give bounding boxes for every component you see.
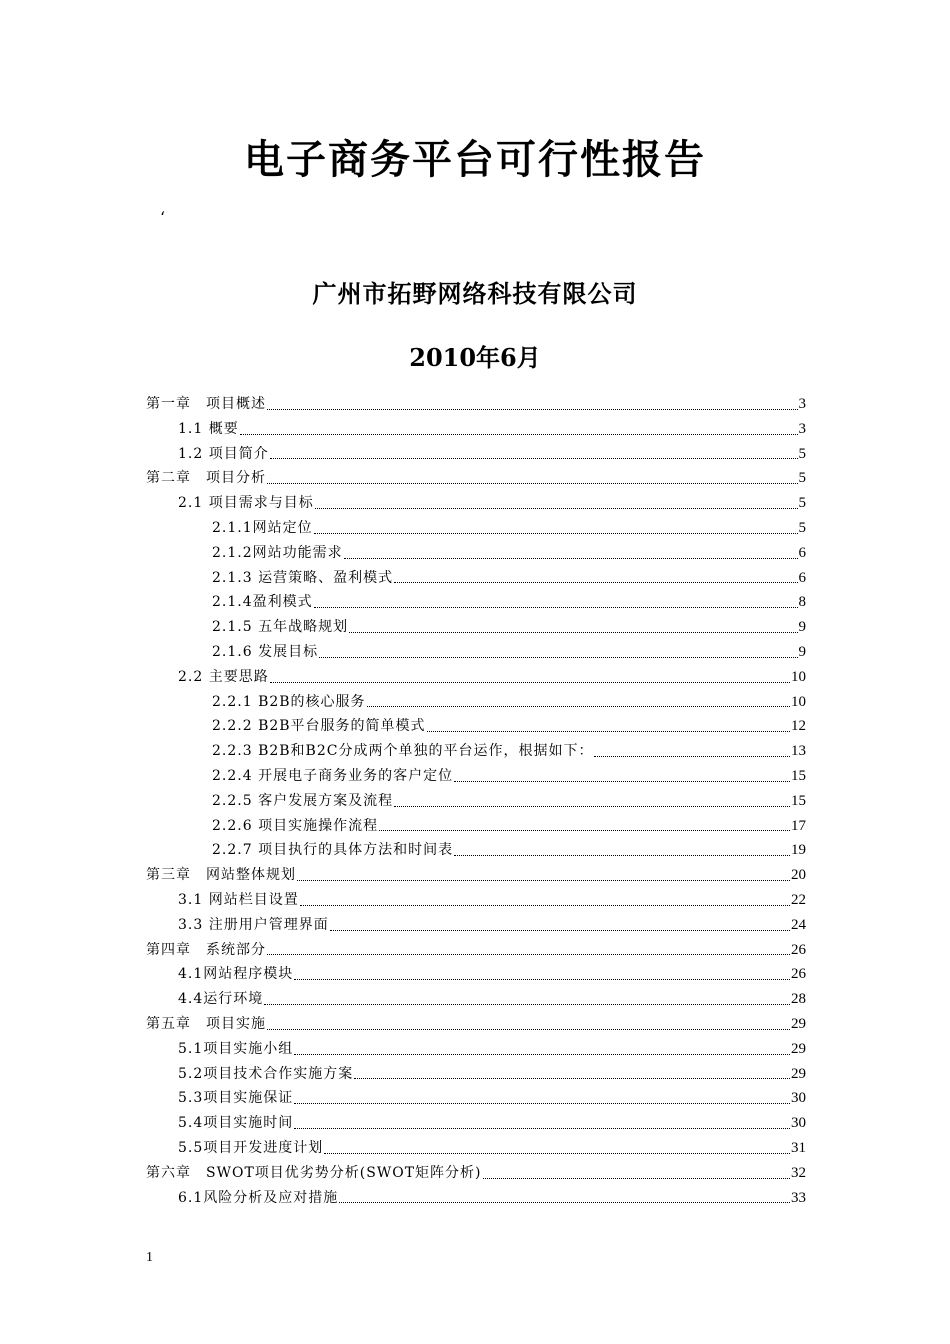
toc-entry[interactable] <box>146 938 806 963</box>
toc-entry-page: 6 <box>798 544 806 561</box>
toc-leader-dots <box>314 606 798 608</box>
toc-entry-page: 9 <box>798 643 806 660</box>
toc-entry-page: 26 <box>791 941 806 958</box>
toc-entry-page: 24 <box>791 916 806 933</box>
toc-entry-title: 5.3项目实施保证 <box>178 1090 294 1107</box>
toc-entry-page: 30 <box>791 1090 806 1107</box>
toc-entry-title: 3.3 注册用户管理界面 <box>178 916 329 933</box>
toc-entry[interactable] <box>146 714 806 739</box>
toc-leader-dots <box>315 507 798 509</box>
toc-entry-page: 22 <box>791 891 806 908</box>
toc-entry-title: 2.2.3 B2B和B2C分成两个单独的平台运作，根据如下： <box>212 743 594 760</box>
toc-entry[interactable] <box>146 1086 806 1111</box>
toc-leader-dots <box>330 929 790 931</box>
toc-entry-page: 29 <box>791 1065 806 1082</box>
toc-entry-page: 15 <box>791 767 806 784</box>
document-date: 2010年6月 <box>409 343 541 372</box>
toc-leader-dots <box>454 854 790 856</box>
toc-leader-dots <box>264 1003 790 1005</box>
company-name: 广州市拓野网络科技有限公司 <box>312 279 638 308</box>
toc-entry-title: 2.1.5 五年战略规划 <box>212 619 349 636</box>
toc-entry-page: 5 <box>798 519 806 536</box>
toc-entry[interactable] <box>146 640 806 665</box>
toc-leader-dots <box>267 953 790 955</box>
toc-entry-title: 2.1.3 运营策略、盈利模式 <box>212 569 394 586</box>
toc-entry-page: 5 <box>798 445 806 462</box>
toc-entry-page: 19 <box>791 842 806 859</box>
toc-entry-page: 15 <box>791 792 806 809</box>
toc-leader-dots <box>294 1053 790 1055</box>
toc-leader-dots <box>294 1102 790 1104</box>
table-of-contents <box>146 392 806 1210</box>
toc-entry-page: 31 <box>791 1139 806 1156</box>
toc-entry[interactable] <box>146 466 806 491</box>
toc-leader-dots <box>379 829 790 831</box>
toc-entry[interactable] <box>146 1037 806 1062</box>
toc-entry-page: 30 <box>791 1115 806 1132</box>
toc-entry-title: 5.4项目实施时间 <box>178 1115 294 1132</box>
toc-entry-page: 28 <box>791 991 806 1008</box>
toc-entry-page: 3 <box>798 420 806 437</box>
toc-entry-title: 6.1风险分析及应对措施 <box>178 1189 339 1206</box>
toc-entry[interactable] <box>146 541 806 566</box>
toc-entry-title: 2.1.4盈利模式 <box>212 594 313 611</box>
page-number: 1 <box>146 1250 153 1265</box>
toc-entry-title: 1.1 概要 <box>178 420 239 437</box>
toc-entry[interactable] <box>146 987 806 1012</box>
toc-entry-title: 第四章 系统部分 <box>146 941 266 958</box>
toc-leader-dots <box>297 879 790 881</box>
toc-leader-dots <box>324 1152 790 1154</box>
toc-entry-title: 2.2.5 客户发展方案及流程 <box>212 792 394 809</box>
toc-entry-title: 5.2项目技术合作实施方案 <box>178 1065 354 1082</box>
toc-entry[interactable] <box>146 913 806 938</box>
toc-entry-title: 4.4运行环境 <box>178 991 264 1008</box>
toc-entry[interactable] <box>146 491 806 516</box>
toc-entry[interactable] <box>146 838 806 863</box>
toc-leader-dots <box>349 631 797 633</box>
toc-entry[interactable] <box>146 442 806 467</box>
toc-leader-dots <box>339 1201 790 1203</box>
toc-entry-page: 32 <box>791 1164 806 1181</box>
toc-leader-dots <box>354 1077 790 1079</box>
toc-entry-title: 1.2 项目简介 <box>178 445 269 462</box>
toc-entry-title: 2.1.2网站功能需求 <box>212 544 343 561</box>
toc-entry-page: 3 <box>798 396 806 412</box>
toc-entry-title: 2.2.6 项目实施操作流程 <box>212 817 379 834</box>
toc-entry-title: 2.1.6 发展目标 <box>212 643 319 660</box>
toc-entry-title: 2.2.1 B2B的核心服务 <box>212 693 366 710</box>
toc-leader-dots <box>270 681 790 683</box>
toc-entry[interactable] <box>146 615 806 640</box>
toc-entry-title: 第一章 项目概述 <box>146 396 266 412</box>
toc-entry-title: 第三章 网站整体规划 <box>146 867 296 884</box>
toc-entry-title: 2.1.1网站定位 <box>212 519 313 536</box>
toc-entry[interactable] <box>146 1136 806 1161</box>
toc-leader-dots <box>394 805 790 807</box>
toc-leader-dots <box>270 457 798 459</box>
toc-entry-title: 2.2.4 开展电子商务业务的客户定位 <box>212 767 454 784</box>
toc-entry-page: 12 <box>791 718 806 735</box>
toc-entry[interactable] <box>146 1062 806 1087</box>
toc-entry-page: 5 <box>798 495 806 512</box>
toc-entry[interactable] <box>146 739 806 764</box>
toc-entry-title: 3.1 网站栏目设置 <box>178 891 299 908</box>
toc-entry[interactable] <box>146 789 806 814</box>
toc-leader-dots <box>300 904 790 906</box>
toc-entry[interactable] <box>146 764 806 789</box>
toc-entry-page: 29 <box>791 1040 806 1057</box>
toc-entry-title: 5.5项目开发进度计划 <box>178 1139 324 1156</box>
toc-entry[interactable] <box>146 392 806 417</box>
toc-leader-dots <box>594 755 790 757</box>
toc-leader-dots <box>344 557 798 559</box>
toc-entry-page: 10 <box>791 693 806 710</box>
toc-leader-dots <box>267 1028 790 1030</box>
toc-entry-page: 33 <box>791 1189 806 1206</box>
toc-entry-page: 20 <box>791 867 806 884</box>
toc-entry[interactable] <box>146 1161 806 1186</box>
toc-entry-page: 6 <box>798 569 806 586</box>
toc-entry-title: 第二章 项目分析 <box>146 470 266 487</box>
toc-entry-title: 5.1项目实施小组 <box>178 1040 294 1057</box>
toc-entry-page: 26 <box>791 966 806 983</box>
toc-entry[interactable] <box>146 1012 806 1037</box>
toc-entry-title: 2.2.7 项目执行的具体方法和时间表 <box>212 842 454 859</box>
toc-leader-dots <box>367 705 790 707</box>
toc-leader-dots <box>267 408 798 410</box>
toc-leader-dots <box>394 581 797 583</box>
toc-entry-title: 2.1 项目需求与目标 <box>178 495 314 512</box>
toc-entry[interactable] <box>146 1111 806 1136</box>
toc-entry-page: 9 <box>798 619 806 636</box>
toc-entry-title: 第五章 项目实施 <box>146 1015 266 1032</box>
toc-leader-dots <box>294 978 790 980</box>
toc-entry[interactable] <box>146 1186 806 1211</box>
toc-entry[interactable] <box>146 962 806 987</box>
document-title: 电子商务平台可行性报告 <box>244 136 706 183</box>
toc-leader-dots <box>427 730 790 732</box>
toc-entry[interactable] <box>146 863 806 888</box>
toc-entry-page: 10 <box>791 668 806 685</box>
toc-leader-dots <box>294 1127 790 1129</box>
toc-entry[interactable] <box>146 690 806 715</box>
toc-entry-title: 4.1网站程序模块 <box>178 966 294 983</box>
toc-entry-page: 17 <box>791 817 806 834</box>
toc-entry-page: 5 <box>798 470 806 487</box>
toc-entry[interactable] <box>146 888 806 913</box>
toc-entry[interactable] <box>146 814 806 839</box>
toc-entry[interactable] <box>146 590 806 615</box>
toc-entry-page: 29 <box>791 1015 806 1032</box>
toc-entry[interactable] <box>146 566 806 591</box>
toc-entry[interactable] <box>146 417 806 442</box>
toc-leader-dots <box>240 433 798 435</box>
stray-mark: ‘ <box>160 208 166 227</box>
toc-leader-dots <box>319 656 797 658</box>
toc-leader-dots <box>267 482 798 484</box>
toc-entry[interactable] <box>146 665 806 690</box>
toc-entry-title: 2.2 主要思路 <box>178 668 269 685</box>
toc-entry-title: 第六章 SWOT项目优劣势分析(SWOT矩阵分析) <box>146 1164 482 1181</box>
toc-leader-dots <box>314 532 798 534</box>
toc-leader-dots <box>454 780 790 782</box>
toc-entry-page: 13 <box>791 743 806 760</box>
toc-entry-page: 8 <box>798 594 806 611</box>
toc-entry-title: 2.2.2 B2B平台服务的简单模式 <box>212 718 426 735</box>
toc-leader-dots <box>483 1177 790 1179</box>
toc-entry[interactable] <box>146 516 806 541</box>
